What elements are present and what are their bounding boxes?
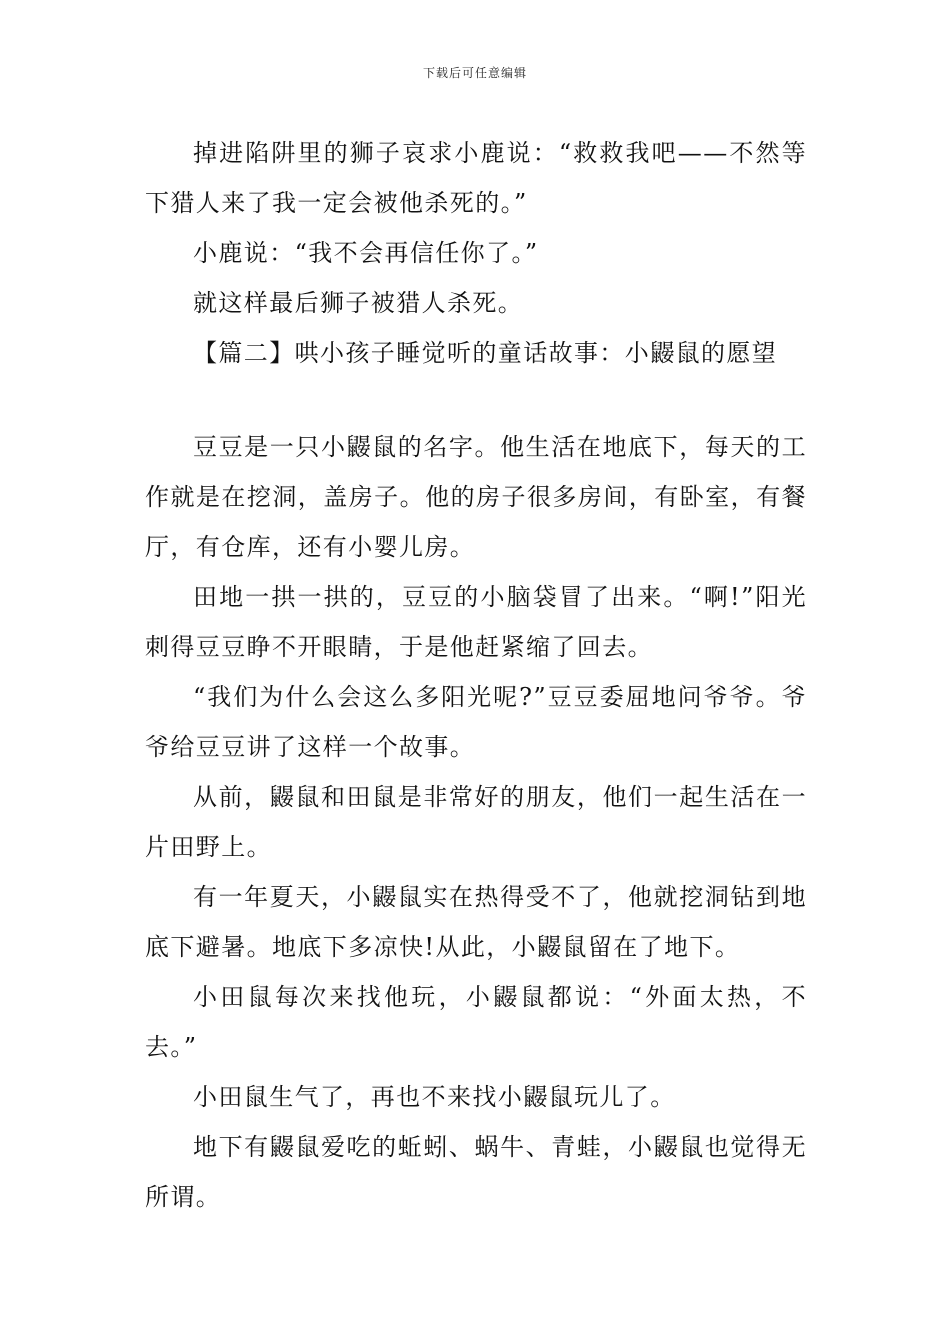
blank-line [145,378,807,422]
section-heading: 【篇二】哄小孩子睡觉听的童话故事：小鼹鼠的愿望 [193,339,778,367]
paragraph: “我们为什么会这么多阳光呢?”豆豆委屈地问爷爷。爷爷给豆豆讲了这样一个故事。 [145,683,807,761]
paragraph: 小田鼠生气了，再也不来找小鼹鼠玩儿了。 [193,1083,676,1111]
paragraph: 掉进陷阱里的狮子哀求小鹿说：“救救我吧——不然等下猎人来了我一定会被他杀死的。” [145,139,807,217]
paragraph: 就这样最后狮子被猎人杀死。 [193,289,524,317]
paragraph: 地下有鼹鼠爱吃的蚯蚓、蜗牛、青蛙，小鼹鼠也觉得无所谓。 [145,1133,807,1211]
story-body [145,128,807,1222]
paragraph: 豆豆是一只小鼹鼠的名字。他生活在地底下，每天的工作就是在挖洞，盖房子。他的房子很多房间，有卧室，有餐厅，有仓库，还有小婴儿房。 [145,433,807,561]
paragraph: 小鹿说：“我不会再信任你了。” [193,239,539,267]
paragraph: 小田鼠每次来找他玩，小鼹鼠都说：“外面太热，不去。” [145,983,807,1061]
paragraph: 从前，鼹鼠和田鼠是非常好的朋友，他们一起生活在一片田野上。 [145,783,807,861]
paragraph: 有一年夏天，小鼹鼠实在热得受不了，他就挖洞钻到地底下避暑。地底下多凉快!从此，小鼹鼠留在了地下。 [145,883,807,961]
paragraph: 田地一拱一拱的，豆豆的小脑袋冒了出来。“啊!”阳光刺得豆豆睁不开眼睛，于是他赶紧缩了回去。 [145,583,807,661]
page-header-note: 下载后可任意编辑 [422,66,527,80]
